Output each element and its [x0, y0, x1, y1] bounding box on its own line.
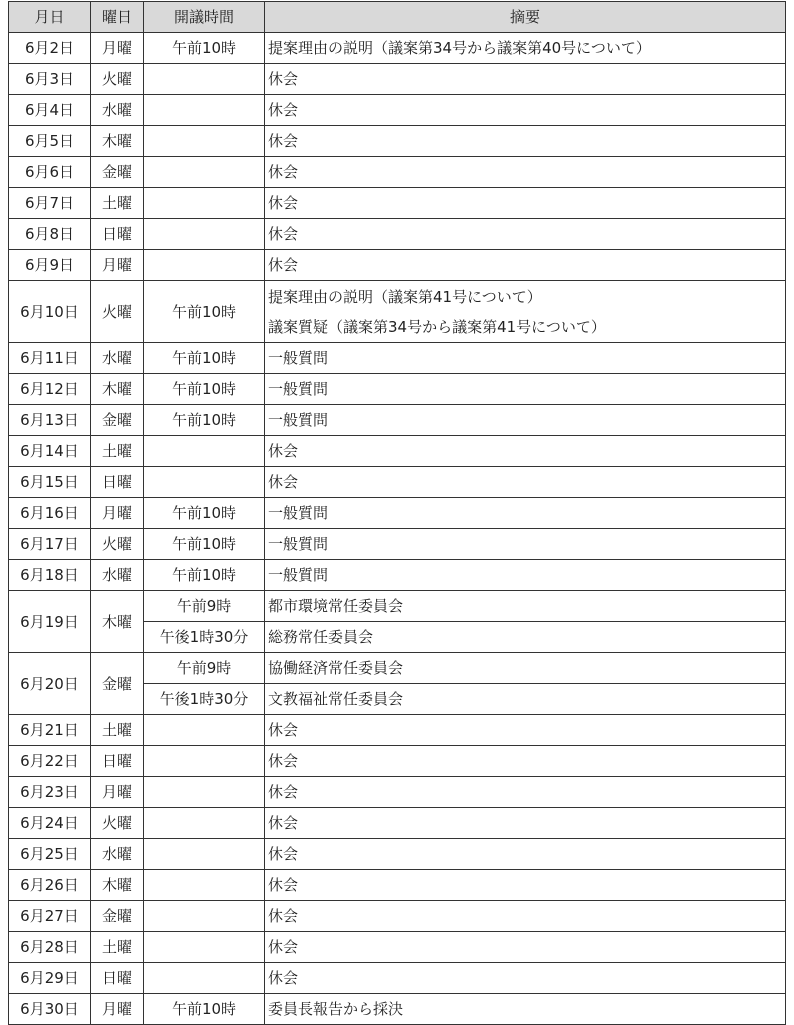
date-cell: 6月8日 [9, 219, 91, 250]
weekday-cell: 金曜 [91, 157, 144, 188]
date-cell: 6月20日 [9, 653, 91, 715]
summary-cell: 一般質問 [265, 343, 786, 374]
summary-cell: 休会 [265, 777, 786, 808]
time-cell: 午前10時 [144, 498, 265, 529]
summary-cell: 休会 [265, 901, 786, 932]
table-row [9, 64, 786, 95]
date-cell: 6月23日 [9, 777, 91, 808]
table-row [9, 219, 786, 250]
date-cell: 6月14日 [9, 436, 91, 467]
weekday-cell: 木曜 [91, 591, 144, 653]
time-cell [144, 250, 265, 281]
weekday-cell: 木曜 [91, 374, 144, 405]
weekday-cell: 水曜 [91, 343, 144, 374]
weekday-cell: 水曜 [91, 839, 144, 870]
weekday-cell: 月曜 [91, 777, 144, 808]
date-cell: 6月2日 [9, 33, 91, 64]
time-cell: 午前10時 [144, 33, 265, 64]
summary-line: 議案質疑（議案第34号から議案第41号について） [268, 317, 606, 336]
table-row [9, 33, 786, 64]
weekday-cell: 木曜 [91, 870, 144, 901]
summary-cell: 一般質問 [265, 498, 786, 529]
date-cell: 6月19日 [9, 591, 91, 653]
time-cell [144, 188, 265, 219]
weekday-cell: 金曜 [91, 653, 144, 715]
weekday-cell: 日曜 [91, 467, 144, 498]
table-row [9, 560, 786, 591]
time-cell [144, 157, 265, 188]
table-row [9, 901, 786, 932]
summary-cell: 休会 [265, 250, 786, 281]
summary-cell: 休会 [265, 95, 786, 126]
time-cell [144, 746, 265, 777]
time-cell [144, 901, 265, 932]
summary-cell: 総務常任委員会 [265, 622, 786, 653]
header-time: 開議時間 [144, 2, 265, 33]
weekday-cell: 木曜 [91, 126, 144, 157]
date-cell: 6月12日 [9, 374, 91, 405]
table-row [9, 374, 786, 405]
table-row [9, 498, 786, 529]
table-row [9, 157, 786, 188]
summary-cell: 一般質問 [265, 560, 786, 591]
time-cell: 午前10時 [144, 560, 265, 591]
time-cell [144, 932, 265, 963]
date-cell: 6月13日 [9, 405, 91, 436]
summary-line: 提案理由の説明（議案第41号について） [268, 287, 542, 306]
time-cell [144, 777, 265, 808]
summary-cell: 休会 [265, 219, 786, 250]
date-cell: 6月25日 [9, 839, 91, 870]
weekday-cell: 金曜 [91, 405, 144, 436]
table-row [9, 188, 786, 219]
date-cell: 6月22日 [9, 746, 91, 777]
weekday-cell: 月曜 [91, 498, 144, 529]
table-row [9, 591, 786, 622]
table-row [9, 746, 786, 777]
table-row [9, 405, 786, 436]
date-cell: 6月9日 [9, 250, 91, 281]
summary-cell: 休会 [265, 746, 786, 777]
summary-cell: 休会 [265, 126, 786, 157]
summary-cell: 休会 [265, 467, 786, 498]
date-cell: 6月28日 [9, 932, 91, 963]
time-cell [144, 467, 265, 498]
time-cell [144, 808, 265, 839]
summary-cell: 休会 [265, 188, 786, 219]
summary-cell: 提案理由の説明（議案第34号から議案第40号について） [265, 33, 786, 64]
time-cell [144, 963, 265, 994]
date-cell: 6月3日 [9, 64, 91, 95]
date-cell: 6月10日 [9, 281, 91, 343]
summary-cell: 休会 [265, 839, 786, 870]
date-cell: 6月16日 [9, 498, 91, 529]
table-row [9, 467, 786, 498]
table-row [9, 963, 786, 994]
table-row [9, 126, 786, 157]
time-cell: 午前10時 [144, 343, 265, 374]
header-row [9, 2, 786, 33]
date-cell: 6月21日 [9, 715, 91, 746]
date-cell: 6月6日 [9, 157, 91, 188]
time-cell: 午前10時 [144, 994, 265, 1025]
weekday-cell: 金曜 [91, 901, 144, 932]
weekday-cell: 火曜 [91, 281, 144, 343]
time-cell: 午前10時 [144, 529, 265, 560]
weekday-cell: 火曜 [91, 64, 144, 95]
time-cell: 午前9時 [144, 591, 265, 622]
date-cell: 6月26日 [9, 870, 91, 901]
date-cell: 6月30日 [9, 994, 91, 1025]
table-row [9, 250, 786, 281]
table-row [9, 839, 786, 870]
summary-cell: 都市環境常任委員会 [265, 591, 786, 622]
date-cell: 6月17日 [9, 529, 91, 560]
summary-cell: 一般質問 [265, 374, 786, 405]
summary-cell: 休会 [265, 64, 786, 95]
weekday-cell: 月曜 [91, 250, 144, 281]
date-cell: 6月27日 [9, 901, 91, 932]
table-row [9, 95, 786, 126]
table-row [9, 529, 786, 560]
time-cell [144, 715, 265, 746]
time-cell [144, 219, 265, 250]
date-cell: 6月5日 [9, 126, 91, 157]
date-cell: 6月4日 [9, 95, 91, 126]
weekday-cell: 日曜 [91, 746, 144, 777]
time-cell: 午後1時30分 [144, 684, 265, 715]
weekday-cell: 日曜 [91, 219, 144, 250]
date-cell: 6月15日 [9, 467, 91, 498]
weekday-cell: 土曜 [91, 188, 144, 219]
time-cell [144, 870, 265, 901]
table-row [9, 436, 786, 467]
date-cell: 6月18日 [9, 560, 91, 591]
header-date: 月日 [9, 2, 91, 33]
date-cell: 6月7日 [9, 188, 91, 219]
summary-cell [265, 281, 786, 343]
summary-cell: 一般質問 [265, 529, 786, 560]
weekday-cell: 土曜 [91, 715, 144, 746]
summary-cell: 休会 [265, 808, 786, 839]
weekday-cell: 月曜 [91, 33, 144, 64]
time-cell [144, 95, 265, 126]
time-cell [144, 64, 265, 95]
table-row [9, 343, 786, 374]
schedule-body [9, 33, 786, 1025]
table-row [9, 808, 786, 839]
weekday-cell: 日曜 [91, 963, 144, 994]
time-cell [144, 126, 265, 157]
table-row [9, 715, 786, 746]
time-cell: 午後1時30分 [144, 622, 265, 653]
date-cell: 6月24日 [9, 808, 91, 839]
weekday-cell: 月曜 [91, 994, 144, 1025]
time-cell: 午前10時 [144, 405, 265, 436]
summary-cell: 休会 [265, 436, 786, 467]
summary-cell: 休会 [265, 715, 786, 746]
time-cell: 午前10時 [144, 281, 265, 343]
summary-cell: 一般質問 [265, 405, 786, 436]
time-cell: 午前10時 [144, 374, 265, 405]
summary-cell: 休会 [265, 157, 786, 188]
weekday-cell: 水曜 [91, 95, 144, 126]
table-row [9, 932, 786, 963]
summary-cell: 休会 [265, 870, 786, 901]
time-cell [144, 839, 265, 870]
weekday-cell: 土曜 [91, 436, 144, 467]
weekday-cell: 土曜 [91, 932, 144, 963]
table-row [9, 777, 786, 808]
schedule-table [8, 1, 786, 1025]
date-cell: 6月11日 [9, 343, 91, 374]
time-cell: 午前9時 [144, 653, 265, 684]
header-weekday: 曜日 [91, 2, 144, 33]
table-row [9, 281, 786, 343]
summary-cell: 文教福祉常任委員会 [265, 684, 786, 715]
summary-cell: 休会 [265, 963, 786, 994]
table-row [9, 870, 786, 901]
summary-cell: 協働経済常任委員会 [265, 653, 786, 684]
weekday-cell: 火曜 [91, 808, 144, 839]
summary-cell: 休会 [265, 932, 786, 963]
weekday-cell: 火曜 [91, 529, 144, 560]
header-summary: 摘要 [265, 2, 786, 33]
table-row [9, 994, 786, 1025]
table-row [9, 653, 786, 684]
summary-cell: 委員長報告から採決 [265, 994, 786, 1025]
date-cell: 6月29日 [9, 963, 91, 994]
weekday-cell: 水曜 [91, 560, 144, 591]
time-cell [144, 436, 265, 467]
